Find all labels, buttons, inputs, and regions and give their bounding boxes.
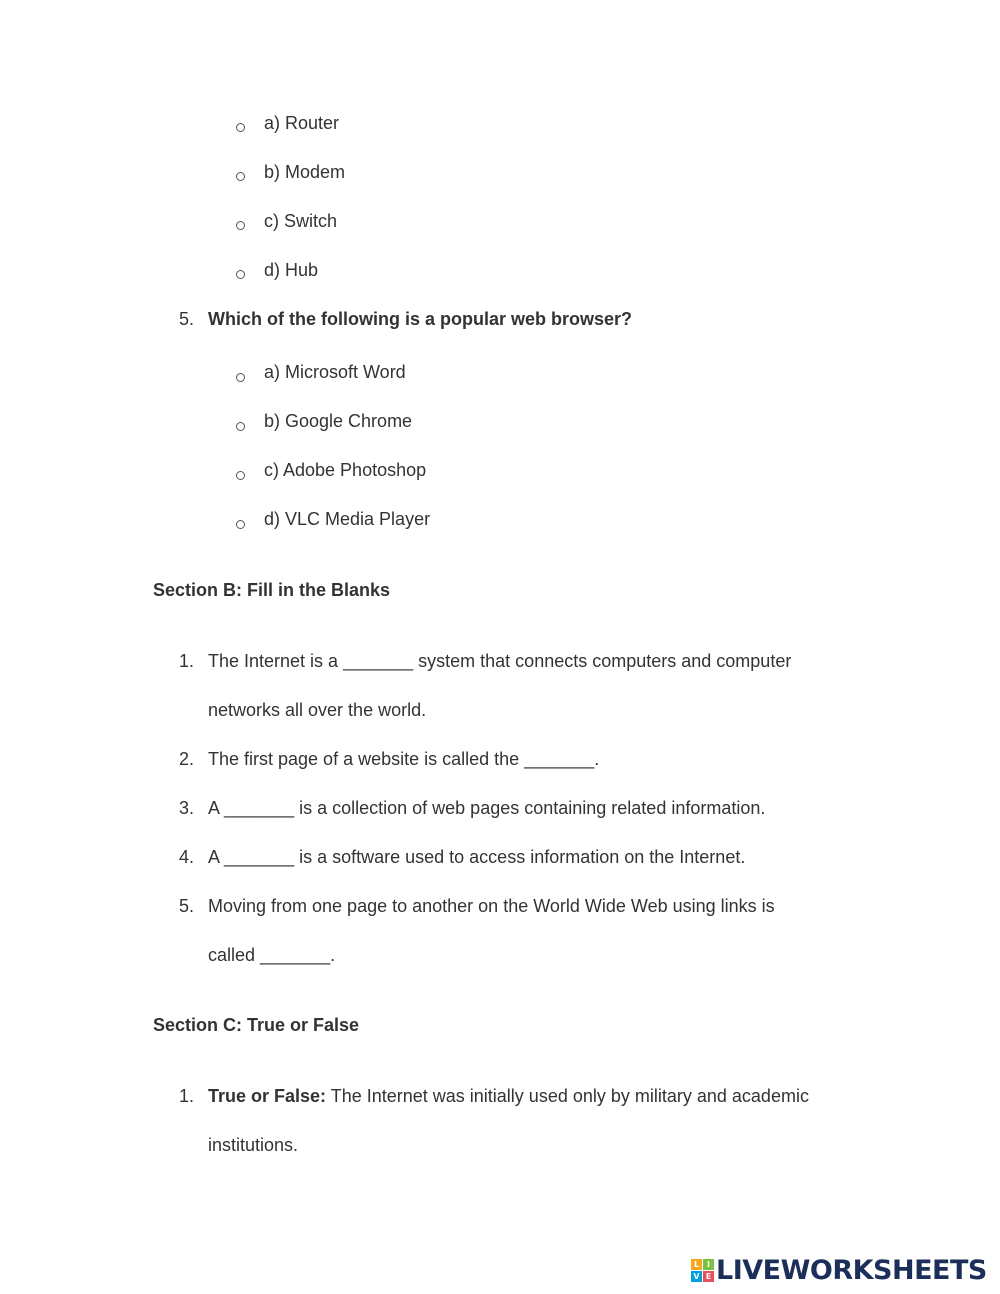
q4-option-d: d) Hub [264,260,319,280]
section-b-item-1-line-2: networks all over the world. [208,700,427,720]
q4-option-b: b) Modem [264,162,346,182]
section-b-item-5-line-1: Moving from one page to another on the World Wide Web using links is [208,896,775,916]
logo-mark-icon [691,1259,714,1282]
liveworksheets-logo [691,1253,987,1287]
q5-option-b: b) Google Chrome [264,411,413,431]
logo-mark-i: I [703,1259,714,1270]
section-b-item-2-number: 2. [178,749,194,769]
q4-option-c: c) Switch [264,211,338,231]
q5-number: 5. [178,309,194,329]
q5-option-c: c) Adobe Photoshop [264,460,427,480]
bullet-icon [236,221,245,230]
section-c-item-1-line-2: institutions. [208,1135,299,1155]
section-b-title: Section B: Fill in the Blanks [153,580,391,600]
bullet-icon [236,123,245,132]
bullet-icon [236,471,245,480]
section-b-item-4-line-1: A _______ is a software used to access information on the Internet. [208,847,746,867]
section-b-item-5-line-2: called _______. [208,945,336,965]
bullet-icon [236,270,245,279]
q5-option-d: d) VLC Media Player [264,509,431,529]
q4-option-a: a) Router [264,113,340,133]
section-c-item-1-text: The Internet was initially used only by military and academic [326,1086,809,1106]
bullet-icon [236,172,245,181]
section-b-item-3-line-1: A _______ is a collection of web pages containing related information. [208,798,766,818]
logo-mark-l: L [691,1259,702,1270]
section-b-item-5-number: 5. [178,896,194,916]
section-c-title: Section C: True or False [153,1015,360,1035]
logo-mark-v: V [691,1271,702,1282]
logo-mark-e: E [703,1271,714,1282]
q5-question: Which of the following is a popular web browser? [208,309,633,329]
section-b-item-2-line-1: The first page of a website is called the _______. [208,749,600,769]
q5-option-a: a) Microsoft Word [264,362,406,382]
section-b-item-3-number: 3. [178,798,194,818]
section-b-item-1-line-1: The Internet is a _______ system that connects computers and computer [208,651,792,671]
logo-text: LIVEWORKSHEETS [716,1254,987,1286]
section-c-item-1-line-1 [208,1086,809,1107]
section-b-item-1-number: 1. [178,651,194,671]
bullet-icon [236,422,245,431]
section-c-item-1-label: True or False: [208,1086,327,1106]
bullet-icon [236,373,245,382]
bullet-icon [236,520,245,529]
section-c-item-1-number: 1. [178,1086,194,1106]
section-b-item-4-number: 4. [178,847,194,867]
